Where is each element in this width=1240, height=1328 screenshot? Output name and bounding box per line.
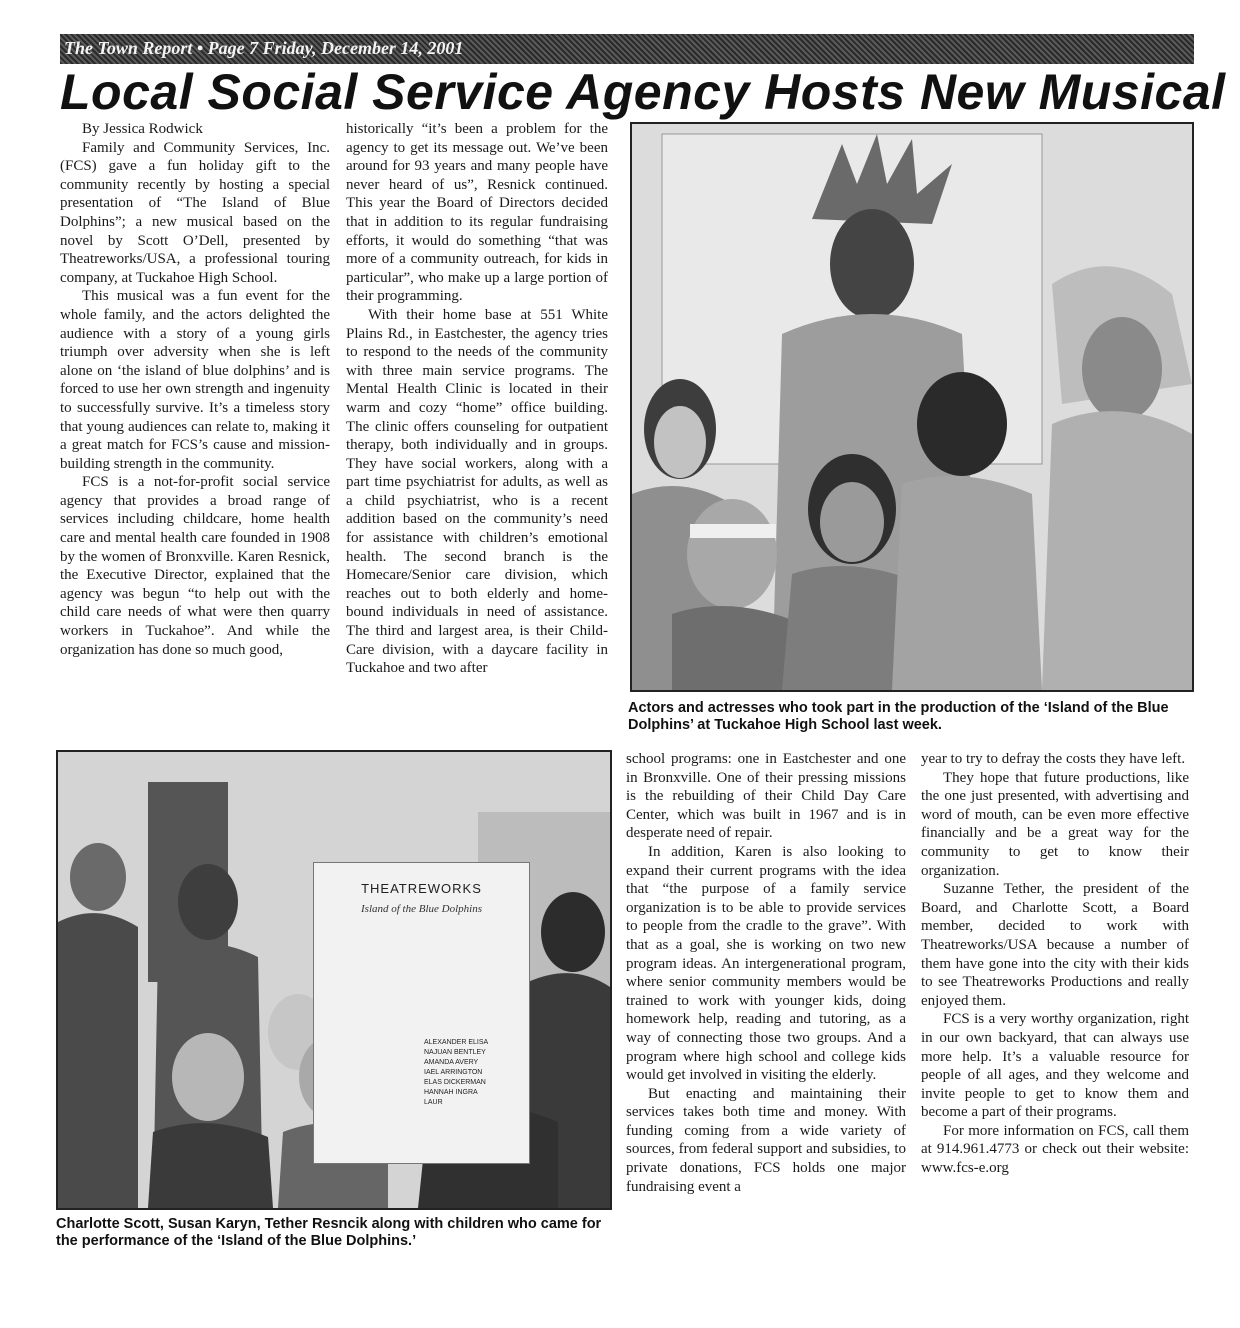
paragraph: In addition, Karen is also looking to expand their current programs with the idea that “the purpose of a family service organization is to be able to provide services to people from the cradle to the grave”. With that as a goal, she is working on two new program ideas. An intergenerational program, where senior community members would be trained to work with younger kids, doing homework help, reading and tutoring, as a way of connecting those two groups. And a program where high school and college kids would get involved in visiting the elderly. [626,843,906,1084]
paragraph: But enacting and maintaining their services takes both time and money. With funding coming from a wide variety of sources, from federal support and subsidies, to private donations, FCS holds one major fundraising event a [626,1085,906,1195]
masthead-bar [60,34,1194,64]
headline: Local Social Service Agency Hosts New Musical [60,64,1226,120]
poster-cast-name: NAJUAN BENTLEY [424,1049,486,1056]
children-photo [56,750,612,1210]
paragraph: Family and Community Services, Inc. (FCS) gave a fun holiday gift to the community recently by hosting a special presentation of “The Island of Blue Dolphins”; a new musical based on the novel by Scott O’Dell, presented by Theatreworks/USA, a professional touring company, at Tuckahoe High School. [60,139,330,286]
article-column-3 [626,750,906,1196]
paragraph: Suzanne Tether, the president of the Board, and Charlotte Scott, a Board member, decided to work with Theatreworks/USA because a number of them have gone into the city with their kids to see Theatreworks Productions and really enjoyed them. [921,881,1189,1009]
children-photo-caption: Charlotte Scott, Susan Karyn, Tether Resncik along with children who came for the performance of the ‘Island of the Blue Dolphins.’ [56,1216,602,1249]
paragraph: They hope that future productions, like the one just presented, with advertising and word of mouth, can be even more effective financially and be a great way for the community to get to know their organization. [921,769,1189,879]
actors-photo-illustration [632,124,1192,690]
paragraph: school programs: one in Eastchester and one in Bronxville. One of their pressing missions is the rebuilding of their Child Day Care Center, which was built in 1967 and is in desperate need of repair. [626,751,906,842]
poster-title: Island of the Blue Dolphins [361,903,482,915]
poster-brand: THEATREWORKS [361,881,482,896]
poster-cast-name: ELAS DICKERMAN [424,1079,486,1086]
paragraph: This musical was a fun event for the whole family, and the actors delighted the audience with a story of a young girls triumph over adversity when she is left alone on ‘the island of blue dolphins’ and is forced to use her own strength and ingenuity to successfully survive. It’s a timeless story that young audiences can relate to, making it a great match for FCS’s cause and mission-building strength in the community. [60,288,330,472]
article-column-4 [921,750,1189,1178]
poster-cast-name: LAUR [424,1099,443,1106]
poster-cast-name: HANNAH INGRA [424,1089,478,1096]
paragraph: year to try to defray the costs they have left. [921,751,1186,767]
paragraph: With their home base at 551 White Plains Rd., in Eastchester, the agency tries to respond to the needs of the community with three main service programs. The Mental Health Clinic is located in their warm and cozy “home” office building. The clinic offers counseling for outpatient therapy, both individually and in groups. They have social workers, along with a part time psychiatrist for adults, as well as a child psychiatrist, who is a recent addition based on the community’s need for assistance with children’s emotional health. The second branch is the Homecare/Senior care division, which reaches out to both elderly and home-bound individuals in need of assistance. The third and largest area, is their Child-Care division, with a daycare facility in Tuckahoe and two after [346,306,608,677]
actors-photo-caption: Actors and actresses who took part in the production of the ‘Island of the Blue Dolphins’ at Tuckahoe High School last week. [628,700,1169,733]
masthead-text: The Town Report • Page 7 Friday, December 14, 2001 [64,38,464,58]
paragraph: For more information on FCS, call them at 914.961.4773 or check out their website: www.fcs-e.org [921,1122,1189,1177]
paragraph: FCS is a not-for-profit social service agency that provides a broad range of services including childcare, home health care and mental health care founded in 1908 by the women of Bronxville. Karen Resnick, the Executive Director, explained that the agency was begun “to help out with the child care needs of what were then quarry workers in Tuckahoe”. And while the organization has done so much good, [60,474,330,658]
poster-cast-name: IAEL ARRINGTON [424,1069,483,1076]
show-poster [313,862,530,1164]
actors-photo [630,122,1194,692]
paragraph: historically “it’s been a problem for the agency to get its message out. We’ve been around for 93 years and many people have never heard of us”, Resnick continued. This year the Board of Directors decided that in addition to its regular fundraising efforts, it would do something “that was more of a community outreach, for kids in particular”, who make up a large portion of their programming. [346,121,608,305]
poster-cast-list [424,1038,524,1108]
poster-cast-name: ALEXANDER ELISA [424,1039,489,1046]
article-column-1 [60,120,330,659]
article-column-2 [346,120,608,678]
poster-cast-name: AMANDA AVERY [424,1059,479,1066]
byline: By Jessica Rodwick [82,121,203,137]
paragraph: FCS is a very worthy organization, right in our own backyard, that can always use more help. It’s a valuable resource for people of all ages, and they welcome and invite people to get to know them and become a part of their programs. [921,1011,1189,1121]
